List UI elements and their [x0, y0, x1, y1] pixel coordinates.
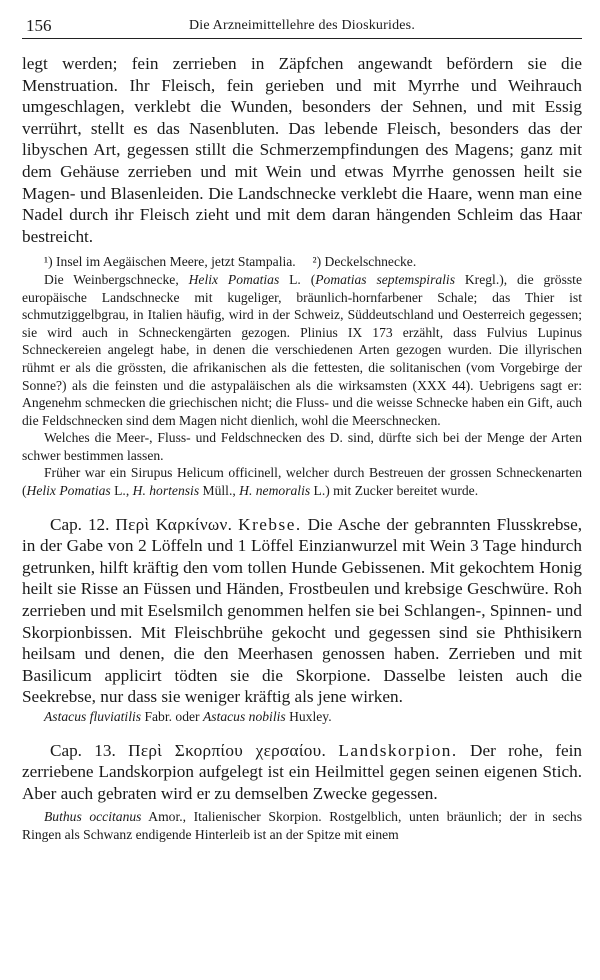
chapter-12-text: Die Asche der gebrannten Flusskrebse, in der Gabe von 2 Löffeln und 1 Löffel Einzianwurzel mit Wein 3 Tage hindurch getrunken, hilft kräftig den vom tollen Hunde Gebissenen. Mit gekochtem Honig heilt sie Risse an Füssen und Händen, Frostbeulen und krebsige Geschwüre. Roh zerrieben und mit Eselsmilch genommen helfen sie bei Schlangen-, Spinnen- und Skorpionbissen. Mit Fleischbrühe gekocht und gegessen sind sie Phthisikern heilsam und denen, die den Meerhasen genossen haben. Zerrieben und mit Basilicum applicirt tödten sie die Skorpione. Dasselbe leisten auch die Seekrebse, nur dass sie weniger kräftig als jene wirken. [22, 514, 583, 707]
book-page [22, 12, 582, 974]
chapter-13-note: Buthus occitanus Amor., Italienischer Skorpion. Rostgelblich, unten bräunlich; der in sechs Ringen als Schwanz endigende Hinterleib ist an der Spitze mit einem [22, 809, 582, 842]
page-header [22, 12, 582, 39]
species-name: Helix Pomatias [26, 483, 111, 499]
chapter-12-label: Cap. 12. [50, 514, 110, 534]
chapter-13-greek-title: Περὶ Σκορπίου χερσαίου. [128, 740, 327, 760]
footnote-1: ¹) Insel im Aegäischen Meere, jetzt Stampalia. [44, 254, 296, 270]
body-paragraph-snails: legt werden; fein zerrieben in Zäpfchen angewandt befördern sie die Menstruation. Ihr Fleisch, fein gerieben und mit Myrrhe und Weihrauch umgeschlagen, verklebt die Wunden, besonders der Sehnen, und mit Essig verrührt, stellt es das Nasenbluten. Das lebende Fleisch, besonders das der libyschen Art, gegessen stillt die Schmerzempfindungen des Magens; ganz mit dem Gehäuse zerrieben und mit Wein und etwas Myrrhe genossen heilt sie Magen- und Blasenleiden. Die Landschnecke verklebt die Haare, wenn man eine Nadel durch ihr Fleisch zieht und mit dem daran hängenden Schleim das Haar bestreicht. [22, 54, 582, 246]
footnote-line [22, 253, 582, 271]
note-paragraph-sirupus: Früher war ein Sirupus Helicum officinell, welcher durch Bestreuen der grossen Schneckenarten (Helix Pomatias L., H. hortensis Müll., H. nemoralis L.) mit Zucker bereitet wurde. [22, 465, 582, 499]
species-name: Helix Pomatias [188, 271, 280, 287]
chapter-13 [22, 740, 582, 805]
chapter-13-heading: Landskorpion. [338, 740, 458, 760]
chapter-13-label: Cap. 13. [50, 740, 116, 760]
species-name: Buthus occitanus [44, 809, 142, 825]
species-name: H. nemoralis [239, 483, 311, 499]
note-paragraph-weinbergschnecke: Die Weinbergschnecke, Helix Pomatias L. (Pomatias septemspiralis Kregl.), die grösste europäische Landschnecke mit kugeliger, bräunlich-hornfarbener Schale; das Thier ist schmutziggelbgrau, in Italien häufig, wird in der Schweiz, Süddeutschland und Oesterreich gegessen; sie wird auch in Schneckengärten gezogen. Plinius IX 173 erzählt, dass Fulvius Lupinus Schneckereien angelegt habe, in denen die verschiedenen Arten gezogen wurden. Die illyrischen rühmt er als die grössten, die afrikanischen als die fettesten, die solitanischen (vom Vorgebirge der Sonne?) als die feinsten und die astypaläischen als die wirksamsten (XXX 44). Uebrigens sagt er: Angenehm schmecken die griechischen nicht; die Fluss- und die weisse Schnecke haben ein Gift, auch die Feldschnecken sind dem Magen nicht dienlich, wohl die Meerschnecken. [22, 271, 582, 428]
running-title: Die Arzneimittellehre des Dioskurides. [188, 18, 416, 33]
chapter-12-greek-title: Περὶ Καρκίνων. [115, 514, 233, 534]
page-number: 156 [26, 16, 52, 35]
chapter-12 [22, 514, 582, 708]
chapter-12-note: Astacus fluviatilis Fabr. oder Astacus nobilis Huxley. [44, 709, 332, 724]
species-name: Astacus fluviatilis [44, 709, 142, 724]
note-paragraph-species: Welches die Meer-, Fluss- und Feldschnecken des D. sind, dürfte sich bei der Menge der Arten schwer bestimmen lassen. [22, 430, 582, 463]
chapter-12-heading: Krebse. [238, 514, 302, 534]
species-name: H. hortensis [132, 483, 200, 499]
footnote-2: ²) Deckelschnecke. [312, 254, 417, 270]
chapter-13-text: Der rohe, fein zerriebene Landskorpion aufgelegt ist ein Heilmittel gegen seinen eigenen Stich. Aber auch gebraten wird er zu demselben Zwecke gegessen. [22, 740, 583, 803]
species-name: Pomatias septemspiralis [315, 271, 455, 287]
species-name: Astacus nobilis [202, 709, 286, 724]
